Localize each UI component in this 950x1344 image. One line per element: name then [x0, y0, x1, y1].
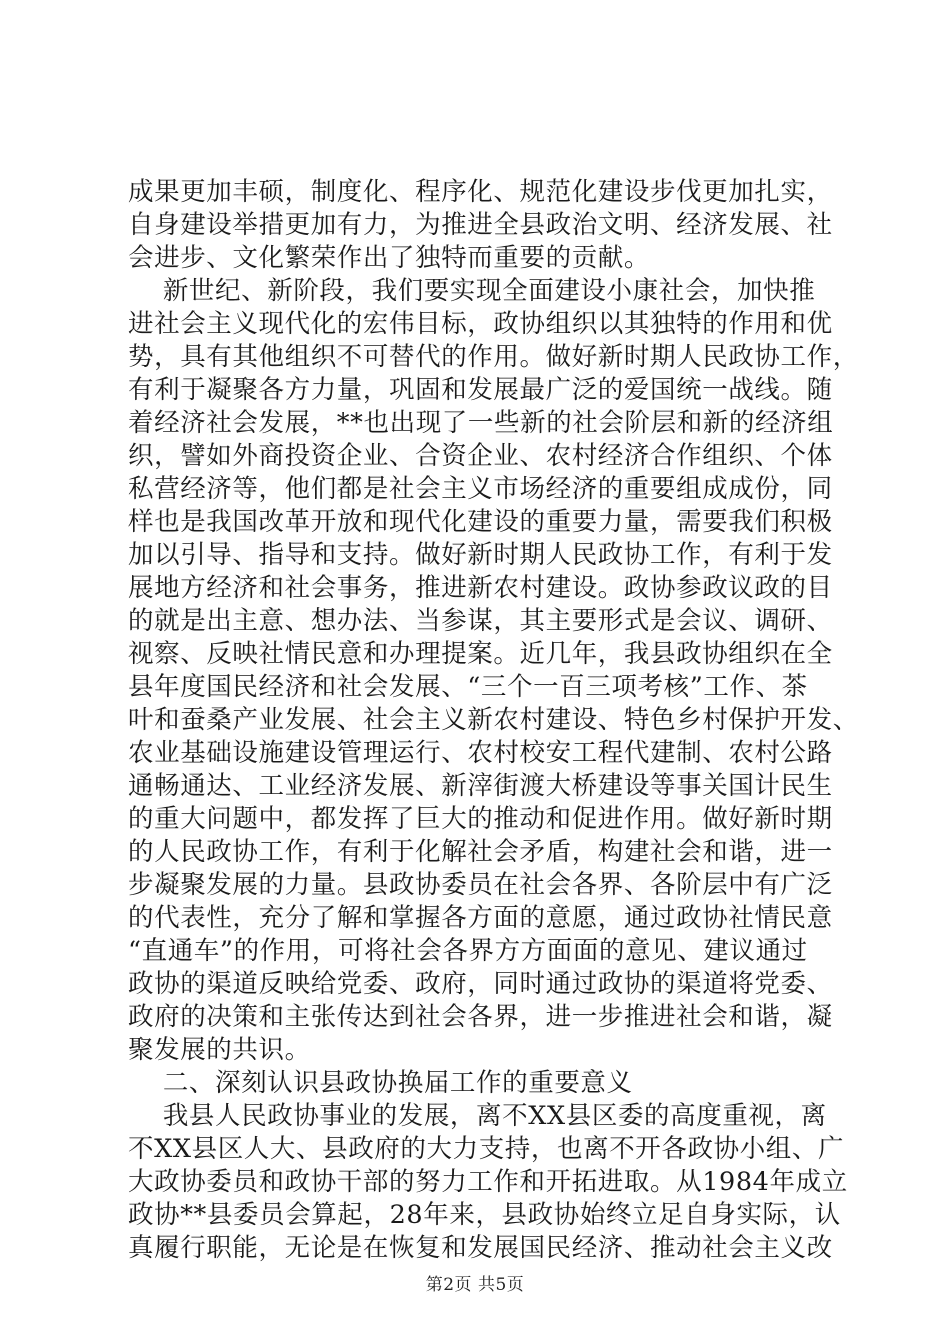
text-line: 样也是我国改革开放和现代化建设的重要力量，需要我们积极 — [128, 507, 833, 537]
text-line: 新世纪、新阶段，我们要实现全面建设小康社会，加快推 — [128, 276, 816, 306]
text-line: 聚发展的共识。 — [128, 1035, 311, 1065]
text-line: “直通车”的作用，可将社会各界方方面面的意见、建议通过 — [128, 936, 808, 966]
text-line: 织，譬如外商投资企业、合资企业、农村经济合作组织、个体 — [128, 441, 833, 471]
text-line: 着经济社会发展，**也出现了一些新的社会阶层和新的经济组 — [128, 408, 834, 438]
text-line: 的重大问题中，都发挥了巨大的推动和促进作用。做好新时期 — [128, 804, 833, 834]
text-line: 的代表性，充分了解和掌握各方面的意愿，通过政协社情民意 — [128, 903, 833, 933]
section-heading: 二、深刻认识县政协换届工作的重要意义 — [128, 1068, 633, 1098]
text-line: 视察、反映社情民意和办理提案。近几年，我县政协组织在全 — [128, 639, 833, 669]
text-line: 县年度国民经济和社会发展、“三个一百三项考核”工作、茶 — [128, 672, 808, 702]
text-line: 政协的渠道反映给党委、政府，同时通过政协的渠道将党委、 — [128, 969, 833, 999]
text-line: 通畅通达、工业经济发展、新滓街渡大桥建设等事关国计民生 — [128, 771, 833, 801]
text-line: 我县人民政协事业的发展，离不XX县区委的高度重视，离 — [128, 1101, 827, 1131]
text-line: 展地方经济和社会事务，推进新农村建设。政协参政议政的目 — [128, 573, 833, 603]
text-line: 会进步、文化繁荣作出了独特而重要的贡献。 — [128, 243, 651, 273]
text-line: 步凝聚发展的力量。县政协委员在社会各界、各阶层中有广泛 — [128, 870, 833, 900]
page-footer: 第2页 共5页 — [425, 1275, 525, 1295]
text-line: 加以引导、指导和支持。做好新时期人民政协工作，有利于发 — [128, 540, 833, 570]
text-line: 农业基础设施建设管理运行、农村校安工程代建制、农村公路 — [128, 738, 833, 768]
text-line: 不XX县区人大、县政府的大力支持，也离不开各政协小组、广 — [128, 1134, 845, 1164]
text-line: 叶和蚕桑产业发展、社会主义新农村建设、特色乡村保护开发、 — [128, 705, 859, 735]
text-line: 进社会主义现代化的宏伟目标，政协组织以其独特的作用和优 — [128, 309, 833, 339]
text-line: 势，具有其他组织不可替代的作用。做好新时期人民政协工作， — [128, 342, 859, 372]
text-line: 有利于凝聚各方力量，巩固和发展最广泛的爱国统一战线。随 — [128, 375, 833, 405]
text-line: 大政协委员和政协干部的努力工作和开拓进取。从1984年成立 — [128, 1167, 848, 1197]
text-line: 私营经济等，他们都是社会主义市场经济的重要组成成份，同 — [128, 474, 833, 504]
text-line: 政府的决策和主张传达到社会各界，进一步推进社会和谐，凝 — [128, 1002, 833, 1032]
text-line: 的就是出主意、想办法、当参谋，其主要形式是会议、调研、 — [128, 606, 833, 636]
text-line: 成果更加丰硕，制度化、程序化、规范化建设步伐更加扎实， — [128, 177, 833, 207]
text-line: 的人民政协工作，有利于化解社会矛盾，构建社会和谐，进一 — [128, 837, 833, 867]
text-line: 自身建设举措更加有力，为推进全县政治文明、经济发展、社 — [128, 210, 833, 240]
text-line: 政协**县委员会算起，28年来，县政协始终立足自身实际，认 — [128, 1200, 841, 1230]
text-line: 真履行职能，无论是在恢复和发展国民经济、推动社会主义改 — [128, 1233, 833, 1263]
